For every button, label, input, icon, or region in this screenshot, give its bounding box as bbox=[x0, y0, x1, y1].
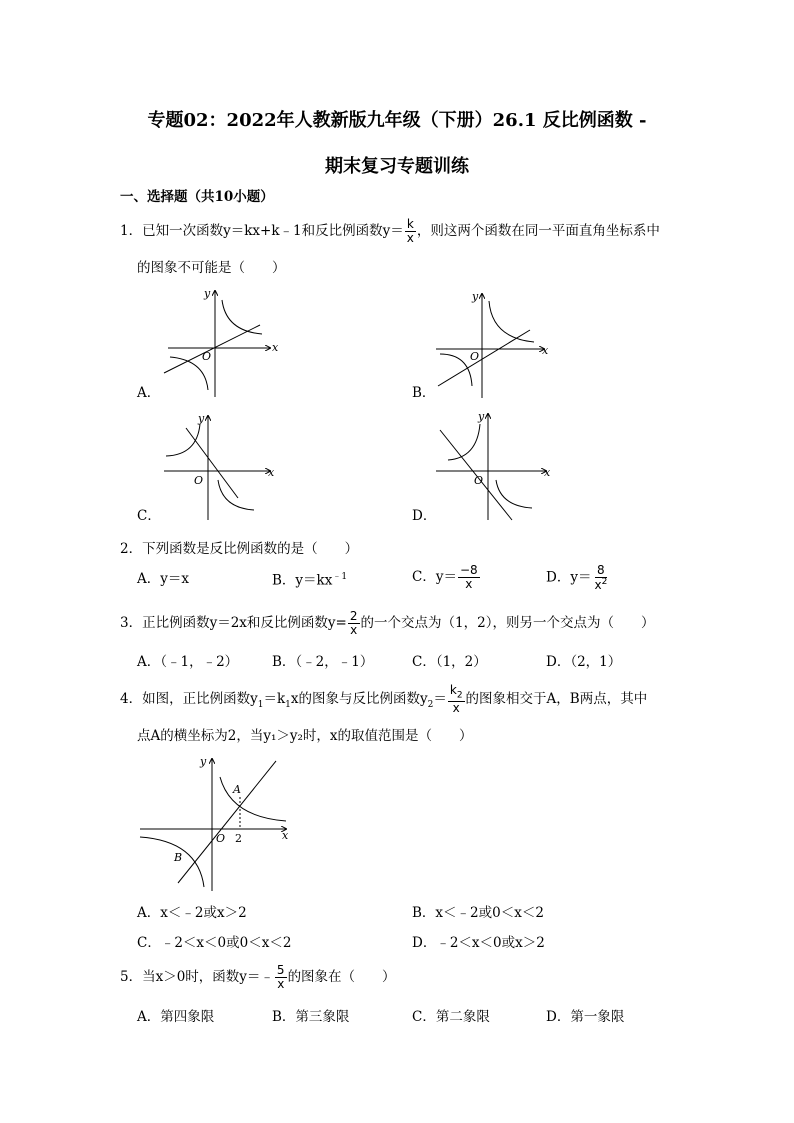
q1-graph-c bbox=[160, 410, 280, 525]
question-4-stem: 4．如图，正比例函数$y_1=k_1x$的图象与反比例函数$y_2=$ $\frac{k_2}{x}$ 的图象相交于A，B两点，其中 bbox=[120, 683, 648, 716]
q2-option-a: A．y＝x bbox=[137, 571, 189, 587]
axis-x-label: x bbox=[542, 344, 549, 357]
q4-option-b: B．x＜﹣2或0＜x＜2 bbox=[412, 905, 544, 921]
axis-x-label: x bbox=[282, 829, 289, 842]
q5-option-b: B．第三象限 bbox=[272, 1009, 350, 1025]
linear-line bbox=[164, 325, 260, 373]
origin-label: O bbox=[194, 474, 204, 487]
q1-fraction: $\frac{k}{x}$ bbox=[406, 217, 414, 246]
question-2-stem: 2．下列函数是反比例函数的是（ ） bbox=[120, 541, 359, 557]
hyperbola-branch-q1 bbox=[220, 777, 286, 821]
page-title-line1: 专题02：2022年人教新版九年级（下册）26.1 反比例函数 - bbox=[147, 110, 647, 131]
q3-option-b: B．（﹣2，﹣1） bbox=[272, 654, 374, 670]
q1-option-c: C． bbox=[137, 508, 161, 524]
q5-option-d: D．第一象限 bbox=[546, 1009, 625, 1025]
q4-option-c: C．﹣2＜x＜0或0＜x＜2 bbox=[137, 935, 292, 951]
point-b-label: B bbox=[174, 851, 183, 864]
q2-option-c: C．y＝ $\frac{-8}{x}$ bbox=[412, 563, 478, 592]
axis-x-label: x bbox=[272, 341, 279, 354]
hyperbola-branch-q4 bbox=[496, 480, 532, 508]
linear-line bbox=[186, 428, 238, 498]
q1-linear-function: y＝kx+k﹣1 bbox=[223, 223, 302, 240]
q2-option-b: B．$y=kx^{﹣1}$ bbox=[272, 572, 348, 589]
proportional-line bbox=[178, 761, 276, 883]
q4-figure bbox=[136, 753, 296, 893]
origin-label: O bbox=[470, 350, 480, 363]
question-5-stem: 5．当x＞0时，函数y＝﹣ $\frac{5}{x}$ 的图象在（ ） bbox=[120, 963, 396, 992]
question-1-stem-line2: 的图象不可能是（ ） bbox=[137, 260, 286, 276]
q5-option-c: C．第二象限 bbox=[412, 1009, 490, 1025]
linear-line bbox=[438, 330, 530, 386]
point-a-label: A bbox=[233, 783, 241, 796]
q1-option-d: D． bbox=[412, 508, 437, 524]
origin-label: O bbox=[474, 474, 484, 487]
hyperbola-branch-q1 bbox=[222, 300, 262, 334]
hyperbola-branch-q3 bbox=[440, 354, 472, 386]
axis-x-label: x bbox=[544, 466, 551, 479]
axis-y-label: y bbox=[198, 412, 205, 425]
axis-x-label: x bbox=[268, 466, 275, 479]
hyperbola-branch-q1 bbox=[489, 301, 534, 342]
q5-option-a: A．第四象限 bbox=[137, 1009, 215, 1025]
origin-label: O bbox=[216, 832, 226, 845]
question-4-stem-line2: 点A的横坐标为2，当y₁＞y₂时，x的取值范围是（ ） bbox=[137, 728, 473, 744]
axis-y-label: y bbox=[200, 755, 207, 768]
origin-label: O bbox=[202, 350, 212, 363]
section-heading: 一、选择题（共10小题） bbox=[120, 189, 274, 205]
q1-graph-d bbox=[432, 410, 552, 525]
axis-y-label: y bbox=[472, 290, 479, 303]
q1-graph-a bbox=[160, 285, 280, 400]
question-1-stem: 1．已知一次函数y＝kx+k﹣1和反比例函数y＝ $\frac{k}{x}$ ，则这两个函数在同一平面直角坐标系中 bbox=[120, 217, 660, 246]
q1-option-a: A． bbox=[137, 385, 161, 401]
tick-2-label: 2 bbox=[235, 832, 242, 845]
q4-option-d: D．﹣2＜x＜0或x＞2 bbox=[412, 935, 545, 951]
axis-y-label: y bbox=[204, 287, 211, 300]
q2-option-d: D．y＝ $\frac{8}{x^2}$ bbox=[546, 563, 608, 593]
page-title-line2: 期末复习专题训练 bbox=[325, 156, 469, 177]
question-3-stem: 3．正比例函数y＝2x和反比例函数y= $\frac{2}{x}$ 的一个交点为（1，2），则另一个交点为（ ） bbox=[120, 609, 655, 638]
axis-y-label: y bbox=[478, 410, 485, 423]
hyperbola-branch-q2 bbox=[448, 424, 480, 460]
q3-option-d: D．（2，1） bbox=[546, 654, 622, 670]
q4-option-a: A．x＜﹣2或x＞2 bbox=[137, 905, 247, 921]
q1-option-b: B． bbox=[412, 385, 436, 401]
q3-option-a: A．（﹣1，﹣2） bbox=[137, 654, 239, 670]
q1-graph-b bbox=[432, 288, 552, 403]
q3-option-c: C．（1，2） bbox=[412, 654, 487, 670]
